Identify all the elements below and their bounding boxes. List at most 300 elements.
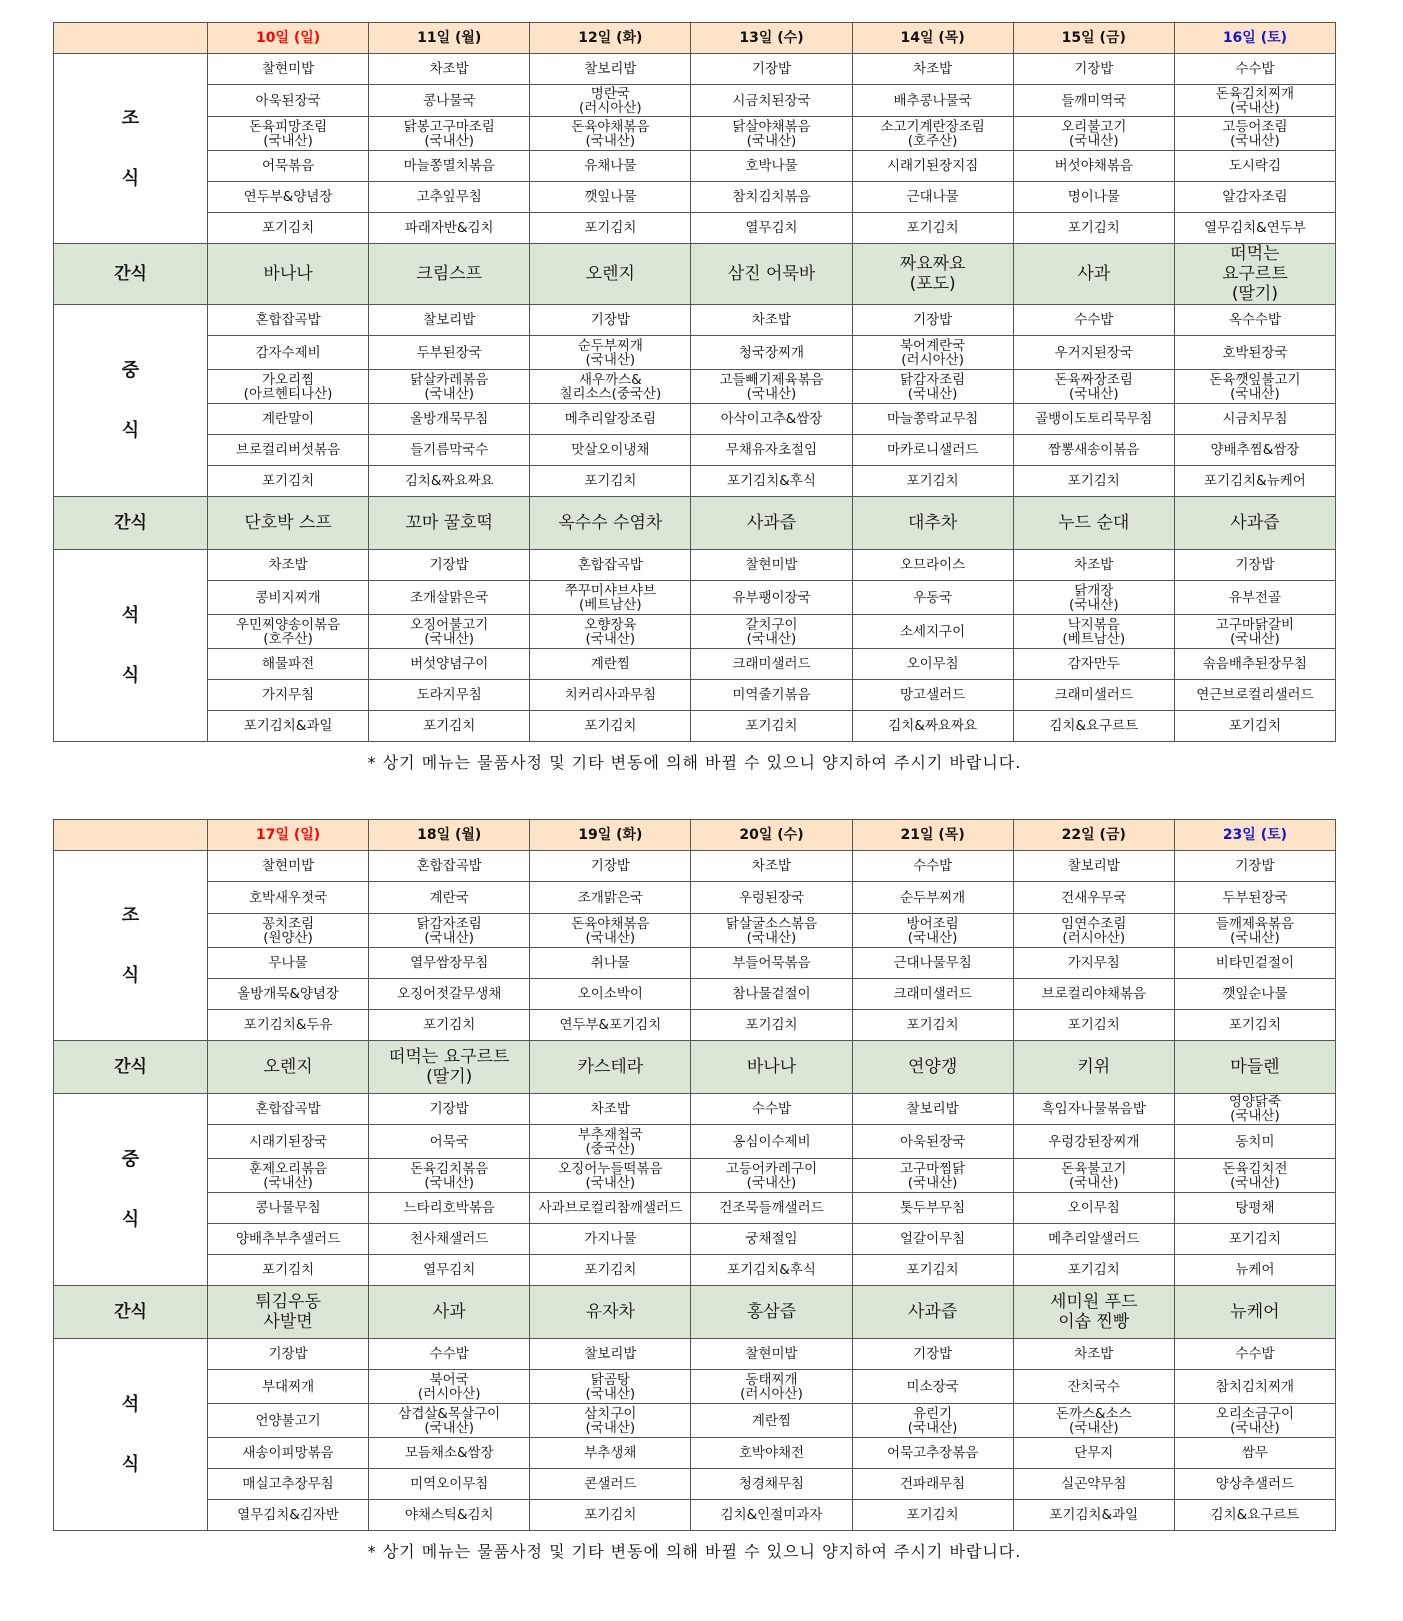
- menu-item: 미소장국: [852, 1370, 1013, 1404]
- menu-item: 닭봉고구마조림 (국내산): [369, 117, 530, 151]
- menu-item: 영양닭죽 (국내산): [1174, 1094, 1335, 1125]
- menu-item: 열무김치: [691, 213, 852, 244]
- dinner-row: [54, 615, 1336, 649]
- lunch-label: [54, 305, 208, 497]
- corner-cell: [54, 23, 208, 54]
- menu-item: 올방개묵무침: [369, 404, 530, 435]
- lunch-label-char: 중: [121, 359, 140, 381]
- menu-item: 동태찌개 (러시아산): [691, 1370, 852, 1404]
- menu-item: 기장밥: [369, 1094, 530, 1125]
- dinner-row: [54, 581, 1336, 615]
- snack-item: 사과: [369, 1286, 530, 1339]
- menu-item: 고구마닭갈비 (국내산): [1174, 615, 1335, 649]
- menu-item: 가오리찜 (아르헨티나산): [208, 370, 369, 404]
- menu-item: 포기김치&후식: [691, 466, 852, 497]
- menu-item: 무나물: [208, 948, 369, 979]
- menu-item: 포기김치: [852, 466, 1013, 497]
- menu-item: 톳두부무침: [852, 1193, 1013, 1224]
- menu-item: 방어조림 (국내산): [852, 914, 1013, 948]
- snack-item: 마들렌: [1174, 1041, 1335, 1094]
- menu-item: 김치&요구르트: [1013, 711, 1174, 742]
- lunch-label-char: 식: [121, 419, 140, 441]
- dinner-row: [54, 1339, 1336, 1370]
- menu-item: 수수밥: [369, 1339, 530, 1370]
- menu-item: 돈육야채볶음 (국내산): [530, 914, 691, 948]
- menu-item: 무채유자초절임: [691, 435, 852, 466]
- menu-item: 혼합잡곡밥: [208, 1094, 369, 1125]
- breakfast-row: [54, 54, 1336, 85]
- lunch-row: [54, 305, 1336, 336]
- menu-item: 차조밥: [691, 851, 852, 882]
- menu-item: 천사채샐러드: [369, 1224, 530, 1255]
- breakfast-row: [54, 151, 1336, 182]
- day-header: 13일 (수): [691, 23, 852, 54]
- dinner-row: [54, 1404, 1336, 1438]
- menu-item: 감자수제비: [208, 336, 369, 370]
- menu-item: 마늘쫑멸치볶음: [369, 151, 530, 182]
- breakfast-row: [54, 948, 1336, 979]
- menu-item: 닭살야채볶음 (국내산): [691, 117, 852, 151]
- menu-item: 비타민겉절이: [1174, 948, 1335, 979]
- menu-item: 청국장찌개: [691, 336, 852, 370]
- menu-item: 야채스틱&김치: [369, 1500, 530, 1531]
- menu-item: 포기김치: [530, 711, 691, 742]
- menu-item: 오징어불고기 (국내산): [369, 615, 530, 649]
- lunch-row: [54, 370, 1336, 404]
- menu-item: 차조밥: [1013, 550, 1174, 581]
- menu-item: 차조밥: [369, 54, 530, 85]
- menu-item: 취나물: [530, 948, 691, 979]
- menu-item: 양배추부추샐러드: [208, 1224, 369, 1255]
- menu-item: 조개맑은국: [530, 882, 691, 914]
- menu-item: 순두부찌개: [852, 882, 1013, 914]
- breakfast-row: [54, 851, 1336, 882]
- menu-item: 수수밥: [1174, 1339, 1335, 1370]
- dinner-row: [54, 649, 1336, 680]
- menu-item: 우렁강된장찌개: [1013, 1125, 1174, 1159]
- day-header: 22일 (금): [1013, 820, 1174, 851]
- menu-item: 열무김치&김자반: [208, 1500, 369, 1531]
- menu-item: 포기김치: [369, 711, 530, 742]
- menu-item: 기장밥: [691, 54, 852, 85]
- menu-item: 임연수조림 (러시아산): [1013, 914, 1174, 948]
- lunch-row: [54, 1224, 1336, 1255]
- menu-item: 가지무침: [1013, 948, 1174, 979]
- menu-item: 포기김치: [691, 1010, 852, 1041]
- menu-item: 포기김치: [1174, 1010, 1335, 1041]
- breakfast-label-char: 식: [121, 167, 140, 189]
- menu-item: 미역줄기볶음: [691, 680, 852, 711]
- day-header: 14일 (목): [852, 23, 1013, 54]
- menu-item: 부추재첩국 (중국산): [530, 1125, 691, 1159]
- menu-item: 소세지구이: [852, 615, 1013, 649]
- menu-item: 느타리호박볶음: [369, 1193, 530, 1224]
- menu-note: * 상기 메뉴는 물품사정 및 기타 변동에 의해 바뀔 수 있으니 양지하여 주시기 바랍니다.: [367, 753, 1022, 772]
- menu-item: 돈육김치전 (국내산): [1174, 1159, 1335, 1193]
- menu-item: 알감자조림: [1174, 182, 1335, 213]
- snack-label: 간식: [54, 1286, 208, 1339]
- menu-item: 가지무침: [208, 680, 369, 711]
- menu-item: 김치&짜요짜요: [369, 466, 530, 497]
- menu-item: 흑임자나물볶음밥: [1013, 1094, 1174, 1125]
- menu-item: 참나물겉절이: [691, 979, 852, 1010]
- menu-item: 포기김치: [691, 711, 852, 742]
- week-menu-2: [53, 819, 1336, 1562]
- dinner-label-char: 석: [121, 1393, 140, 1415]
- menu-note: * 상기 메뉴는 물품사정 및 기타 변동에 의해 바뀔 수 있으니 양지하여 주시기 바랍니다.: [367, 1542, 1022, 1561]
- snack-item: 세미원 푸드 이솝 찐빵: [1013, 1286, 1174, 1339]
- menu-item: 낙지볶음 (베트남산): [1013, 615, 1174, 649]
- menu-item: 혼합잡곡밥: [369, 851, 530, 882]
- menu-item: 열무쌈장무침: [369, 948, 530, 979]
- day-header-row: [54, 820, 1336, 851]
- menu-item: 열무김치&연두부: [1174, 213, 1335, 244]
- menu-item: 건새우무국: [1013, 882, 1174, 914]
- menu-item: 잔치국수: [1013, 1370, 1174, 1404]
- snack-item: 사과즙: [852, 1286, 1013, 1339]
- menu-item: 소고기계란장조림 (호주산): [852, 117, 1013, 151]
- menu-item: 가지나물: [530, 1224, 691, 1255]
- menu-item: 삼겹살&목살구이 (국내산): [369, 1404, 530, 1438]
- menu-item: 유채나물: [530, 151, 691, 182]
- lunch-row: [54, 1094, 1336, 1125]
- menu-item: 시래기된장국: [208, 1125, 369, 1159]
- lunch-row: [54, 1193, 1336, 1224]
- snack-row: [54, 1041, 1336, 1094]
- menu-item: 포기김치: [1013, 213, 1174, 244]
- menu-item: 기장밥: [208, 1339, 369, 1370]
- menu-item: 돈육피망조림 (국내산): [208, 117, 369, 151]
- menu-item: 기장밥: [852, 305, 1013, 336]
- menu-item: 사과브로컬리참깨샐러드: [530, 1193, 691, 1224]
- day-header-row: [54, 23, 1336, 54]
- menu-item: 오리불고기 (국내산): [1013, 117, 1174, 151]
- menu-item: 올방개묵&양념장: [208, 979, 369, 1010]
- menu-item: 닭곰탕 (국내산): [530, 1370, 691, 1404]
- menu-item: 아욱된장국: [852, 1125, 1013, 1159]
- menu-item: 포기김치: [852, 1010, 1013, 1041]
- lunch-row: [54, 435, 1336, 466]
- lunch-row: [54, 404, 1336, 435]
- menu-item: 콘샐러드: [530, 1469, 691, 1500]
- menu-item: 두부된장국: [369, 336, 530, 370]
- menu-item: 찰보리밥: [852, 1094, 1013, 1125]
- menu-item: 포기김치: [1013, 1010, 1174, 1041]
- snack-item: 바나나: [691, 1041, 852, 1094]
- menu-item: 계란찜: [691, 1404, 852, 1438]
- menu-item: 시금치된장국: [691, 85, 852, 117]
- menu-item: 닭감자조림 (국내산): [852, 370, 1013, 404]
- menu-item: 돈육깻잎불고기 (국내산): [1174, 370, 1335, 404]
- menu-item: 포기김치: [369, 1010, 530, 1041]
- menu-item: 부대찌개: [208, 1370, 369, 1404]
- corner-cell: [54, 820, 208, 851]
- menu-item: 새우까스& 칠리소스(중국산): [530, 370, 691, 404]
- menu-item: 기장밥: [530, 305, 691, 336]
- menu-item: 마카로니샐러드: [852, 435, 1013, 466]
- menu-item: 유린기 (국내산): [852, 1404, 1013, 1438]
- dinner-label: [54, 550, 208, 742]
- menu-item: 포기김치: [208, 213, 369, 244]
- menu-item: 시래기된장지짐: [852, 151, 1013, 182]
- snack-item: 삼진 어묵바: [691, 244, 852, 305]
- menu-item: 치커리사과무침: [530, 680, 691, 711]
- snack-item: 짜요짜요 (포도): [852, 244, 1013, 305]
- menu-item: 들깨제육볶음 (국내산): [1174, 914, 1335, 948]
- menu-item: 깻잎나물: [530, 182, 691, 213]
- menu-item: 크래미샐러드: [1013, 680, 1174, 711]
- menu-item: 순두부찌개 (국내산): [530, 336, 691, 370]
- menu-item: 기장밥: [852, 1339, 1013, 1370]
- menu-item: 부추생채: [530, 1438, 691, 1469]
- menu-item: 브로컬리버섯볶음: [208, 435, 369, 466]
- snack-item: 사과즙: [1174, 497, 1335, 550]
- menu-item: 어묵국: [369, 1125, 530, 1159]
- menu-item: 콩비지찌개: [208, 581, 369, 615]
- menu-item: 마늘쫑락교무침: [852, 404, 1013, 435]
- snack-row: [54, 1286, 1336, 1339]
- snack-item: 키위: [1013, 1041, 1174, 1094]
- menu-item: 돈육야채볶음 (국내산): [530, 117, 691, 151]
- dinner-label-char: 석: [121, 604, 140, 626]
- menu-item: 찰현미밥: [691, 1339, 852, 1370]
- menu-item: 찰현미밥: [208, 54, 369, 85]
- lunch-row: [54, 336, 1336, 370]
- menu-item: 닭살굴소스볶음 (국내산): [691, 914, 852, 948]
- menu-item: 우거지된장국: [1013, 336, 1174, 370]
- menu-item: 수수밥: [1174, 54, 1335, 85]
- menu-item: 솎음배추된장무침: [1174, 649, 1335, 680]
- menu-item: 포기김치&과일: [1013, 1500, 1174, 1531]
- dinner-label: [54, 1339, 208, 1531]
- day-header: 11일 (월): [369, 23, 530, 54]
- menu-item: 도라지무침: [369, 680, 530, 711]
- menu-item: 수수밥: [1013, 305, 1174, 336]
- menu-item: 뉴케어: [1174, 1255, 1335, 1286]
- dinner-row: [54, 550, 1336, 581]
- menu-item: 김치&짜요짜요: [852, 711, 1013, 742]
- menu-item: 도시락김: [1174, 151, 1335, 182]
- menu-item: 유부팽이장국: [691, 581, 852, 615]
- breakfast-row: [54, 1010, 1336, 1041]
- snack-item: 카스테라: [530, 1041, 691, 1094]
- menu-item: 들기름막국수: [369, 435, 530, 466]
- menu-item: 기장밥: [1174, 851, 1335, 882]
- menu-item: 양배추찜&쌈장: [1174, 435, 1335, 466]
- menu-item: 유부전골: [1174, 581, 1335, 615]
- snack-item: 사과즙: [691, 497, 852, 550]
- menu-item: 모듬채소&쌈장: [369, 1438, 530, 1469]
- snack-item: 크림스프: [369, 244, 530, 305]
- menu-item: 찰보리밥: [1013, 851, 1174, 882]
- snack-item: 바나나: [208, 244, 369, 305]
- menu-item: 건조묵들깨샐러드: [691, 1193, 852, 1224]
- menu-item: 훈제오리볶음 (국내산): [208, 1159, 369, 1193]
- menu-item: 쌈무: [1174, 1438, 1335, 1469]
- lunch-row: [54, 466, 1336, 497]
- menu-item: 새송이피망볶음: [208, 1438, 369, 1469]
- menu-item: 포기김치: [1174, 711, 1335, 742]
- menu-item: 망고샐러드: [852, 680, 1013, 711]
- menu-item: 꽁치조림 (원양산): [208, 914, 369, 948]
- breakfast-label: [54, 54, 208, 244]
- menu-item: 건파래무침: [852, 1469, 1013, 1500]
- day-header: 10일 (일): [208, 23, 369, 54]
- menu-item: 북어국 (러시아산): [369, 1370, 530, 1404]
- snack-item: 오렌지: [530, 244, 691, 305]
- dinner-label-char: 식: [121, 1453, 140, 1475]
- menu-item: 탕평채: [1174, 1193, 1335, 1224]
- menu-item: 파래자반&김치: [369, 213, 530, 244]
- breakfast-row: [54, 914, 1336, 948]
- menu-item: 계란찜: [530, 649, 691, 680]
- menu-item: 찰보리밥: [530, 1339, 691, 1370]
- day-header: 12일 (화): [530, 23, 691, 54]
- week-menu-1: [53, 22, 1336, 773]
- menu-item: 차조밥: [691, 305, 852, 336]
- breakfast-row: [54, 213, 1336, 244]
- menu-item: 차조밥: [530, 1094, 691, 1125]
- dinner-row: [54, 1469, 1336, 1500]
- breakfast-row: [54, 117, 1336, 151]
- menu-item: 갈치구이 (국내산): [691, 615, 852, 649]
- menu-item: 삼치구이 (국내산): [530, 1404, 691, 1438]
- dinner-row: [54, 1438, 1336, 1469]
- menu-item: 돈까스&소스 (국내산): [1013, 1404, 1174, 1438]
- breakfast-row: [54, 182, 1336, 213]
- menu-item: 옹심이수제비: [691, 1125, 852, 1159]
- snack-item: 단호박 스프: [208, 497, 369, 550]
- menu-item: 메추리알샐러드: [1013, 1224, 1174, 1255]
- menu-item: 찰현미밥: [691, 550, 852, 581]
- menu-item: 연두부&포기김치: [530, 1010, 691, 1041]
- menu-item: 두부된장국: [1174, 882, 1335, 914]
- menu-item: 북어계란국 (러시아산): [852, 336, 1013, 370]
- snack-item: 연양갱: [852, 1041, 1013, 1094]
- menu-item: 단무지: [1013, 1438, 1174, 1469]
- snack-item: 튀김우동 사발면: [208, 1286, 369, 1339]
- menu-item: 아삭이고추&쌈장: [691, 404, 852, 435]
- menu-item: 돈육불고기 (국내산): [1013, 1159, 1174, 1193]
- menu-item: 동치미: [1174, 1125, 1335, 1159]
- menu-item: 수수밥: [691, 1094, 852, 1125]
- menu-item: 명란국 (러시아산): [530, 85, 691, 117]
- menu-item: 포기김치: [1174, 1224, 1335, 1255]
- menu-item: 미역오이무침: [369, 1469, 530, 1500]
- menu-item: 참치김치볶음: [691, 182, 852, 213]
- menu-item: 오이무침: [852, 649, 1013, 680]
- menu-item: 버섯양념구이: [369, 649, 530, 680]
- menu-item: 매실고추장무침: [208, 1469, 369, 1500]
- menu-item: 열무김치: [369, 1255, 530, 1286]
- menu-item: 계란국: [369, 882, 530, 914]
- menu-item: 고등어조림 (국내산): [1174, 117, 1335, 151]
- menu-item: 혼합잡곡밥: [530, 550, 691, 581]
- menu-item: 고등어카레구이 (국내산): [691, 1159, 852, 1193]
- lunch-row: [54, 1255, 1336, 1286]
- menu-item: 계란말이: [208, 404, 369, 435]
- dinner-row: [54, 711, 1336, 742]
- menu-item: 호박야채전: [691, 1438, 852, 1469]
- menu-item: 차조밥: [1013, 1339, 1174, 1370]
- breakfast-row: [54, 882, 1336, 914]
- menu-item: 연두부&양념장: [208, 182, 369, 213]
- menu-table: [53, 819, 1336, 1531]
- lunch-label-char: 식: [121, 1208, 140, 1230]
- dinner-row: [54, 1370, 1336, 1404]
- menu-item: 쭈꾸미샤브샤브 (베트남산): [530, 581, 691, 615]
- menu-item: 콩나물무침: [208, 1193, 369, 1224]
- snack-item: 사과: [1013, 244, 1174, 305]
- day-header: 15일 (금): [1013, 23, 1174, 54]
- menu-item: 오향장육 (국내산): [530, 615, 691, 649]
- menu-item: 오징어젓갈무생채: [369, 979, 530, 1010]
- menu-item: 호박나물: [691, 151, 852, 182]
- lunch-row: [54, 1159, 1336, 1193]
- menu-item: 얼갈이무침: [852, 1224, 1013, 1255]
- menu-item: 우민찌양송이볶음 (호주산): [208, 615, 369, 649]
- menu-item: 포기김치: [852, 213, 1013, 244]
- menu-item: 포기김치: [852, 1255, 1013, 1286]
- menu-item: 근대나물무침: [852, 948, 1013, 979]
- snack-label: 간식: [54, 1041, 208, 1094]
- dinner-row: [54, 1500, 1336, 1531]
- menu-item: 골뱅이도토리묵무침: [1013, 404, 1174, 435]
- menu-item: 우동국: [852, 581, 1013, 615]
- menu-item: 돈육김치찌개 (국내산): [1174, 85, 1335, 117]
- menu-item: 배추콩나물국: [852, 85, 1013, 117]
- snack-item: 홍삼즙: [691, 1286, 852, 1339]
- day-header: 20일 (수): [691, 820, 852, 851]
- snack-item: 옥수수 수염차: [530, 497, 691, 550]
- menu-item: 시금치무침: [1174, 404, 1335, 435]
- menu-item: 포기김치: [852, 1500, 1013, 1531]
- menu-item: 메추리알장조림: [530, 404, 691, 435]
- menu-item: 짬뽕새송이볶음: [1013, 435, 1174, 466]
- menu-item: 포기김치: [208, 466, 369, 497]
- menu-item: 아욱된장국: [208, 85, 369, 117]
- lunch-label: [54, 1094, 208, 1286]
- breakfast-row: [54, 85, 1336, 117]
- snack-item: 꼬마 꿀호떡: [369, 497, 530, 550]
- menu-item: 돈육김치볶음 (국내산): [369, 1159, 530, 1193]
- snack-item: 떠먹는 요구르트 (딸기): [1174, 244, 1335, 305]
- menu-item: 포기김치: [530, 1255, 691, 1286]
- menu-item: 포기김치: [208, 1255, 369, 1286]
- menu-item: 어묵고추장볶음: [852, 1438, 1013, 1469]
- menu-item: 깻잎순나물: [1174, 979, 1335, 1010]
- day-header: 18일 (월): [369, 820, 530, 851]
- menu-item: 조개살맑은국: [369, 581, 530, 615]
- dinner-row: [54, 680, 1336, 711]
- menu-item: 감자만두: [1013, 649, 1174, 680]
- menu-item: 수수밥: [852, 851, 1013, 882]
- menu-item: 혼합잡곡밥: [208, 305, 369, 336]
- menu-item: 맛살오이냉채: [530, 435, 691, 466]
- menu-item: 찰보리밥: [369, 305, 530, 336]
- menu-item: 포기김치&두유: [208, 1010, 369, 1041]
- snack-label: 간식: [54, 244, 208, 305]
- snack-label: 간식: [54, 497, 208, 550]
- menu-item: 궁채절임: [691, 1224, 852, 1255]
- day-header: 23일 (토): [1174, 820, 1335, 851]
- menu-item: 청경채무침: [691, 1469, 852, 1500]
- day-header: 16일 (토): [1174, 23, 1335, 54]
- menu-item: 우렁된장국: [691, 882, 852, 914]
- menu-item: 포기김치&과일: [208, 711, 369, 742]
- menu-item: 들깨미역국: [1013, 85, 1174, 117]
- menu-item: 호박새우젓국: [208, 882, 369, 914]
